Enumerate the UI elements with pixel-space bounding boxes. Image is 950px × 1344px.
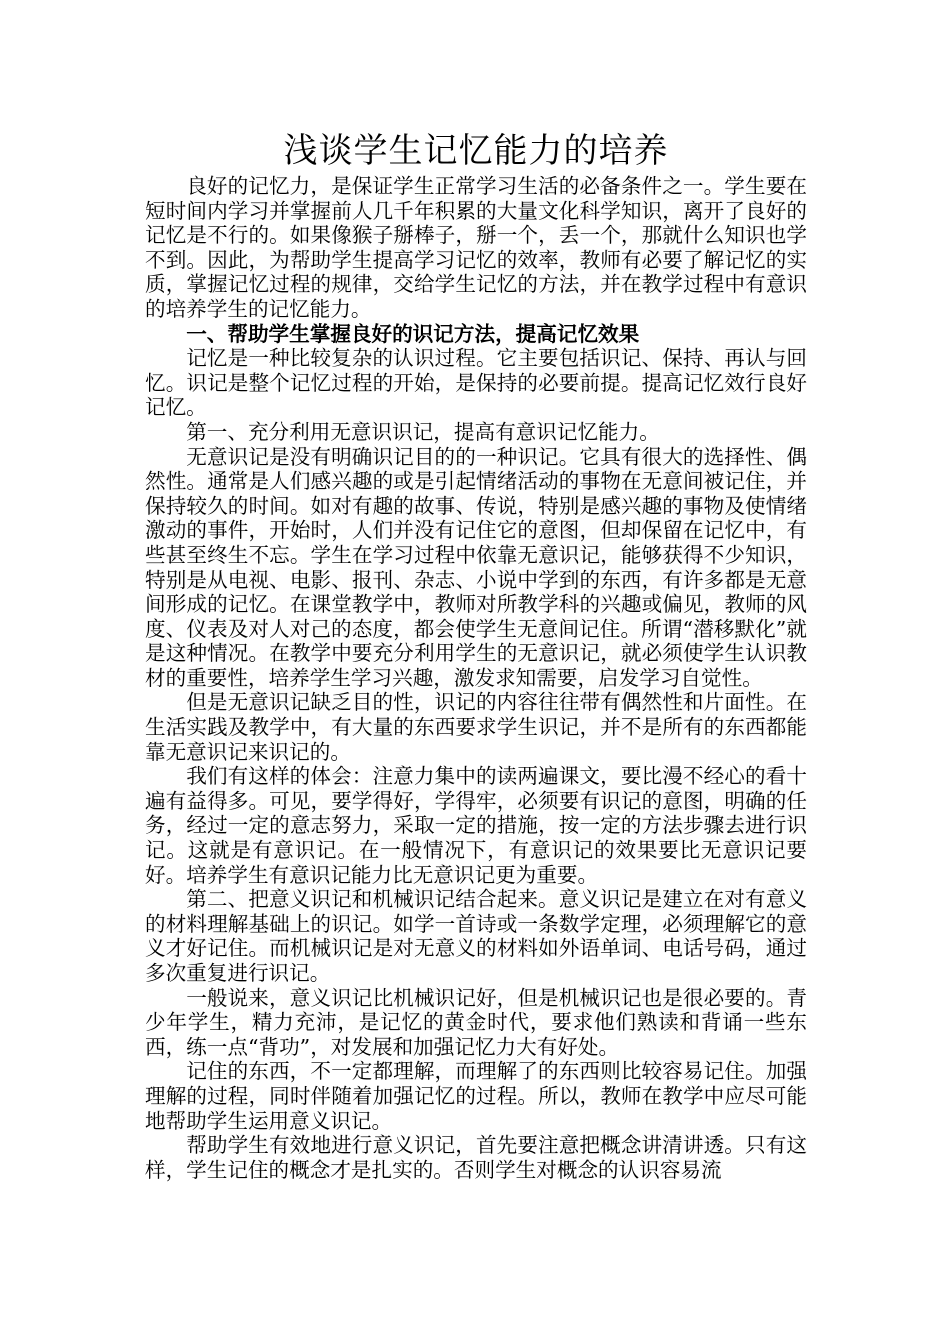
section-heading-1: 一、帮助学生掌握良好的识记方法，提高记忆效果 [186, 321, 640, 346]
paragraph-intro: 良好的记忆力，是保证学生正常学习生活的必备条件之一。学生要在短时间内学习并掌握前人几千年积累的大量文化科学知识，离开了良好的记忆是不行的。如果像猴子掰棒子，掰一个，丢一个，那就什么知识也学不到。因此，为帮助学生提高学习记忆的效率，教师有必要了解记忆的实质，掌握记忆过程的规律，交给学生记忆的方法，并在教学过程中有意识的培养学生的记忆能力。 [145, 174, 807, 321]
paragraph-unintentional-limits: 但是无意识记缺乏目的性，识记的内容往往带有偶然性和片面性。在生活实践及教学中，有大量的东西要求学生识记，并不是所有的东西都能靠无意识记来识记的。 [145, 690, 807, 764]
document-title: 浅谈学生记忆能力的培养 [283, 131, 669, 171]
paragraph-unintentional-memory: 无意识记是没有明确识记目的的一种识记。它具有很大的选择性、偶然性。通常是人们感兴趣的或是引起情绪活动的事物在无意间被记住，并保持较久的时间。如对有趣的故事、传说，特别是感兴趣的事物及使情绪激动的事件，开始时，人们并没有记住它的意图，但却保留在记忆中，有些甚至终生不忘。学生在学习过程中依靠无意识记，能够获得不少知识，特别是从电视、电影、报刊、杂志、小说中学到的东西，有许多都是无意间形成的记忆。在课堂教学中，教师对所教学科的兴趣或偏见，教师的风度、仪表及对人对己的态度，都会使学生无意间记住。所谓“潜移默化”就是这种情况。在教学中要充分利用学生的无意识记，就必须使学生认识教材的重要性，培养学生学习兴趣，激发求知需要，启发学习自觉性。 [145, 444, 807, 690]
paragraph-memory-process: 记忆是一种比较复杂的认识过程。它主要包括识记、保持、再认与回忆。识记是整个记忆过程的开始，是保持的必要前提。提高记忆效行良好记忆。 [145, 346, 807, 420]
paragraph-concepts: 帮助学生有效地进行意义识记，首先要注意把概念讲清讲透。只有这样，学生记住的概念才是扎实的。否则学生对概念的认识容易流 [145, 1133, 807, 1182]
document-body [145, 128, 807, 1182]
paragraph-intentional-memory: 我们有这样的体会：注意力集中的读两遍课文，要比漫不经心的看十遍有益得多。可见，要学得好，学得牢，必须要有识记的意图，明确的任务，经过一定的意志努力，采取一定的措施，按一定的方法步骤去进行识记。这就是有意识记。在一般情况下，有意识记的效果要比无意识记要好。培养学生有意识记能力比无意识记更为重要。 [145, 764, 807, 887]
paragraph-understanding: 记住的东西，不一定都理解，而理解了的东西则比较容易记住。加强理解的过程，同时伴随着加强记忆的过程。所以，教师在教学中应尽可能地帮助学生运用意义识记。 [145, 1059, 807, 1133]
paragraph-rote-memory: 一般说来，意义识记比机械识记好，但是机械识记也是很必要的。青少年学生，精力充沛，是记忆的黄金时代，要求他们熟读和背诵一些东西，练一点“背功”，对发展和加强记忆力大有好处。 [145, 985, 807, 1059]
paragraph-second-point: 第二、把意义识记和机械识记结合起来。意义识记是建立在对有意义的材料理解基础上的识记。如学一首诗或一条数学定理，必须理解它的意义才好记住。而机械识记是对无意义的材料如外语单词、电话号码，通过多次重复进行识记。 [145, 887, 807, 985]
paragraph-first-point: 第一、充分利用无意识识记，提高有意识记忆能力。 [186, 419, 660, 444]
